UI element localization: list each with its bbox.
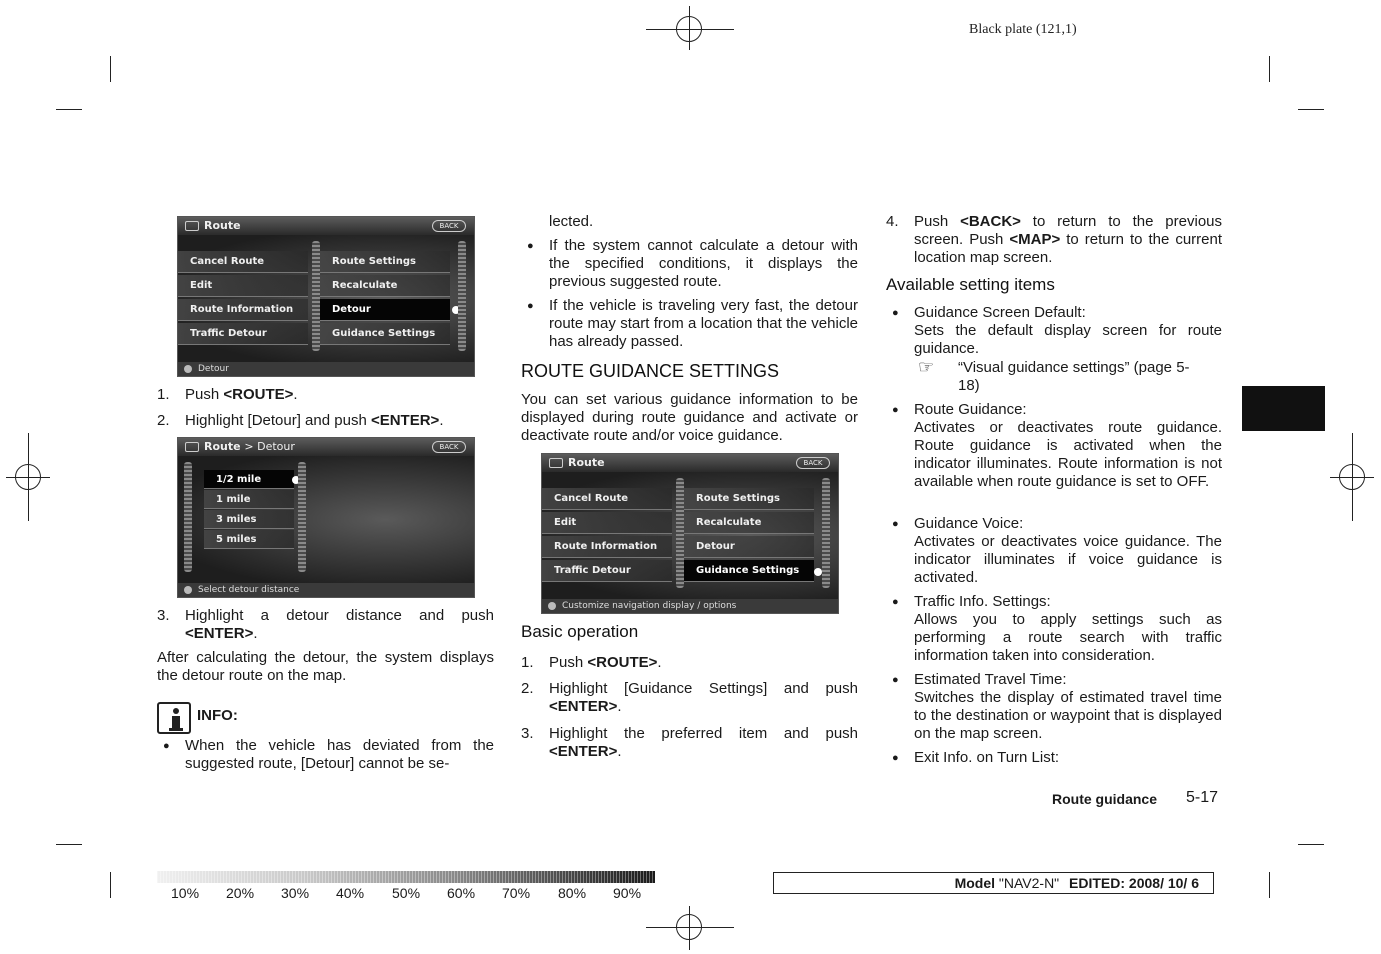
step: 1. Push <ROUTE>.	[521, 654, 662, 671]
setting-item: ● Traffic Info. Settings: Allows you to apply settings such as performing a route search with traffic information taken into consideration.	[886, 593, 1222, 665]
status-text: Select detour distance	[198, 585, 300, 595]
scrollbar[interactable]	[184, 462, 192, 572]
setting-item: ● Guidance Screen Default: Sets the default display screen for route guidance.	[886, 304, 1222, 358]
scale-label: 30%	[281, 885, 310, 901]
reference-hand-icon: ☞	[918, 357, 935, 377]
back-button[interactable]: BACK	[796, 457, 830, 469]
gray-scale-bar	[157, 871, 655, 883]
menu-item-selected[interactable]: Detour	[320, 299, 450, 321]
paragraph: You can set various guidance information to be displayed during route guidance and activate or deactivate route and/or voice guidance.	[521, 391, 858, 444]
breadcrumb: > Detour	[244, 440, 295, 453]
nav-screen-route-detour	[177, 216, 475, 377]
bullet-icon: ●	[527, 240, 534, 252]
scale-label: 50%	[392, 885, 421, 901]
menu-item[interactable]: Guidance Settings	[320, 323, 450, 345]
menu-item[interactable]: Detour	[684, 536, 814, 558]
screen-title: Route	[204, 440, 241, 453]
menu-item[interactable]: Traffic Detour	[542, 560, 672, 582]
menu-item[interactable]: Recalculate	[684, 512, 814, 534]
back-button[interactable]: BACK	[432, 441, 466, 453]
menu-item[interactable]: Traffic Detour	[178, 323, 308, 345]
bullet-icon: ●	[163, 740, 170, 752]
model-info-box: Model "NAV2-N" EDITED: 2008/ 10/ 6	[773, 872, 1214, 894]
menu-icon	[549, 458, 563, 468]
menu-item[interactable]: 5 miles	[204, 530, 294, 549]
info-icon	[184, 586, 192, 594]
scale-label: 10%	[171, 885, 200, 901]
section-name: Route guidance	[1052, 791, 1158, 807]
menu-item-selected[interactable]: Guidance Settings	[684, 560, 814, 582]
menu-item[interactable]: Recalculate	[320, 275, 450, 297]
menu-item[interactable]: 3 miles	[204, 510, 294, 529]
scrollbar[interactable]	[676, 478, 684, 588]
step: 1. Push <ROUTE>.	[157, 386, 298, 403]
scale-label: 40%	[336, 885, 365, 901]
menu-icon	[185, 221, 199, 231]
scrollbar[interactable]	[298, 462, 306, 572]
info-icon	[184, 365, 192, 373]
section-heading: ROUTE GUIDANCE SETTINGS	[521, 361, 780, 381]
scrollbar[interactable]	[822, 478, 830, 588]
bullet-icon: ●	[892, 752, 899, 764]
bullet-icon: ●	[892, 674, 899, 686]
menu-icon	[185, 442, 199, 452]
scale-label: 60%	[447, 885, 476, 901]
menu-item[interactable]: 1 mile	[204, 490, 294, 509]
menu-item[interactable]: Cancel Route	[178, 251, 308, 273]
bullet-icon: ●	[527, 300, 534, 312]
menu-item[interactable]: Route Settings	[684, 488, 814, 510]
page-number: 5-17	[1186, 789, 1219, 806]
setting-item: ● Exit Info. on Turn List:	[886, 749, 1222, 767]
menu-item[interactable]: Edit	[178, 275, 308, 297]
scale-label: 20%	[226, 885, 255, 901]
scale-label: 80%	[558, 885, 587, 901]
bullet-icon: ●	[892, 307, 899, 319]
page-reference[interactable]: “Visual guidance settings” (page 5- 18)	[958, 359, 1190, 394]
chapter-tab	[1242, 386, 1325, 431]
status-text: Detour	[198, 364, 229, 374]
indicator-icon	[814, 568, 822, 576]
menu-item[interactable]: Route Information	[542, 536, 672, 558]
menu-item[interactable]: Cancel Route	[542, 488, 672, 510]
step: 3. Highlight a detour distance and push <ENTER>.	[157, 607, 494, 642]
info-icon	[548, 602, 556, 610]
bullet-item: ● If the vehicle is traveling very fast, the detour route may start from a location that the vehicle has already passed.	[521, 297, 858, 351]
screen-title: Route	[568, 456, 605, 469]
menu-item-selected[interactable]: 1/2 mile	[204, 470, 294, 489]
scrollbar[interactable]	[458, 241, 466, 351]
bullet-icon: ●	[892, 518, 899, 530]
bullet-icon: ●	[892, 596, 899, 608]
info-label: INFO:	[197, 707, 238, 724]
menu-item[interactable]: Route Settings	[320, 251, 450, 273]
step: 3. Highlight the preferred item and push <ENTER>.	[521, 725, 858, 760]
continued-text: lected.	[549, 213, 594, 230]
screen-title: Route	[204, 219, 241, 232]
nav-screen-route-guidance	[541, 453, 839, 614]
setting-item: ● Guidance Voice: Activates or deactivates voice guidance. The indicator illuminates if voice guidance is activated.	[886, 515, 1222, 587]
scrollbar[interactable]	[312, 241, 320, 351]
status-text: Customize navigation display / options	[562, 601, 737, 611]
step: 2. Highlight [Detour] and push <ENTER>.	[157, 412, 444, 429]
scale-label: 90%	[613, 885, 642, 901]
bullet-item: ● When the vehicle has deviated from the suggested route, [Detour] cannot be se-	[157, 737, 494, 773]
paragraph: After calculating the detour, the system displays the detour route on the map.	[157, 649, 494, 684]
subheading: Available setting items	[886, 275, 1055, 294]
subheading: Basic operation	[521, 622, 639, 641]
plate-label: Black plate (121,1)	[969, 22, 1077, 37]
step: 2. Highlight [Guidance Settings] and push <ENTER>.	[521, 680, 858, 715]
menu-item[interactable]: Edit	[542, 512, 672, 534]
setting-item: ● Estimated Travel Time: Switches the display of estimated travel time to the destination or waypoint that is displayed on the map screen.	[886, 671, 1222, 743]
bullet-item: ● If the system cannot calculate a detour with the specified conditions, it displays the previous suggested route.	[521, 237, 858, 291]
scale-label: 70%	[502, 885, 531, 901]
step: 4. Push <BACK> to return to the previous screen. Push <MAP> to return to the current location map screen.	[886, 213, 1223, 266]
back-button[interactable]: BACK	[432, 220, 466, 232]
info-icon	[157, 702, 191, 734]
menu-item[interactable]: Route Information	[178, 299, 308, 321]
bullet-icon: ●	[892, 404, 899, 416]
setting-item: ● Route Guidance: Activates or deactivates route guidance. Route guidance is activated when the indicator illuminates. Route information is not available when route guidance is set to OFF.	[886, 401, 1222, 491]
nav-screen-detour-distance	[177, 437, 475, 598]
